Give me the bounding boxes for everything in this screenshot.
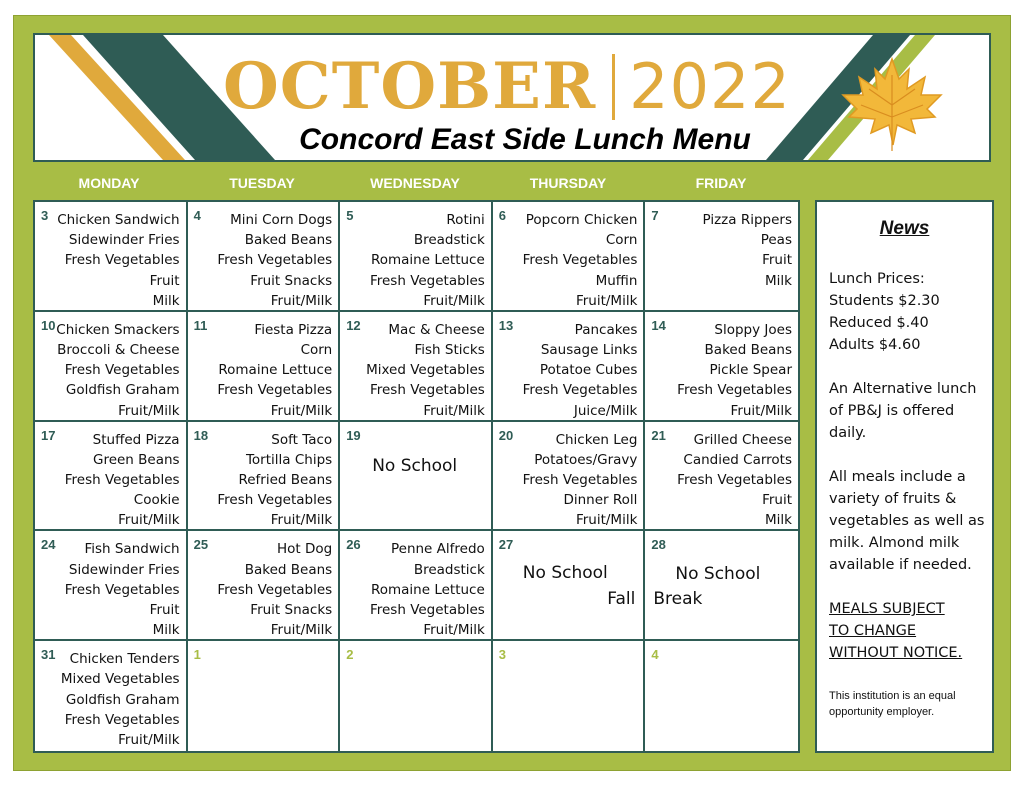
- menu-items: [193, 427, 333, 531]
- alternative-lunch-note: [829, 378, 989, 444]
- calendar-day-cell: [340, 312, 493, 422]
- equal-opportunity-footnote: [829, 688, 989, 720]
- menu-item: Sausage Links: [540, 342, 638, 358]
- news-line: All meals include a: [829, 469, 966, 485]
- menu-item: Fresh Vegetables: [64, 472, 180, 488]
- year-title: 2022: [629, 50, 791, 123]
- weekday-monday: MONDAY: [78, 175, 140, 191]
- menu-items: [499, 210, 637, 311]
- price-adults: Adults $4.60: [829, 337, 921, 353]
- menu-item: Hot Dog: [276, 541, 333, 558]
- day-number: 12: [346, 317, 361, 333]
- calendar-day-cell: [645, 531, 798, 641]
- title-row: [223, 47, 791, 127]
- news-line: An Alternative lunch: [829, 381, 977, 397]
- menu-item: Milk: [765, 272, 792, 289]
- menu-items: [193, 317, 333, 421]
- calendar-day-cell: [188, 202, 341, 312]
- menu-item: Potatoes/Gravy: [534, 451, 638, 468]
- menu-item: Fresh Vegetables: [522, 382, 638, 399]
- menu-item: Green Beans: [92, 451, 180, 468]
- menu-item: Chicken Tenders: [69, 651, 180, 668]
- calendar-day-cell: [493, 641, 646, 751]
- day-number: 2: [346, 647, 354, 663]
- lunch-prices: [829, 268, 989, 356]
- month-title: OCTOBER: [223, 49, 597, 124]
- calendar-day-cell: [340, 422, 493, 532]
- day-number: 31: [41, 647, 56, 663]
- calendar-grid: [33, 200, 800, 753]
- news-line: daily.: [829, 425, 867, 441]
- calendar-day-cell: [35, 312, 188, 422]
- day-number: 7: [651, 208, 659, 223]
- menu-item: Fresh Vegetables: [522, 472, 638, 488]
- footnote-line: opportunity employer.: [829, 706, 935, 718]
- day-number: 4: [651, 647, 659, 663]
- menu-item: Chicken Sandwich: [57, 212, 180, 228]
- menu-item: Baked Beans: [244, 232, 333, 249]
- menu-item: Fish Sticks: [414, 342, 485, 358]
- menu-item: Fruit/Milk: [270, 622, 333, 639]
- menu-item: Baked Beans: [704, 342, 792, 358]
- menu-item: Fruit Snacks: [250, 602, 333, 618]
- menu-items: [654, 430, 792, 531]
- calendar-day-cell: [645, 312, 798, 422]
- menu-item: Sloppy Joes: [714, 321, 792, 338]
- menu-item: Dinner Roll: [563, 492, 638, 509]
- menu-items: [654, 210, 792, 291]
- calendar-day-cell: [340, 202, 493, 312]
- menu-item: Fruit Snacks: [250, 272, 333, 289]
- calendar-day-cell: [493, 531, 646, 641]
- menu-item: Fruit/Milk: [270, 292, 333, 309]
- menu-item: Fresh Vegetables: [64, 581, 180, 598]
- day-number: 24: [41, 537, 56, 553]
- day-number: 1: [193, 647, 201, 663]
- menu-item: Fruit/Milk: [575, 512, 638, 529]
- day-number: 3: [498, 647, 507, 663]
- menu-item: Candied Carrots: [683, 451, 792, 468]
- day-number: 4: [193, 208, 201, 223]
- day-number: 11: [193, 317, 208, 333]
- menu-items: [42, 210, 180, 311]
- news-line: variety of fruits &: [829, 491, 957, 507]
- day-number: 25: [193, 537, 209, 553]
- menu-item: Muffin: [595, 272, 638, 289]
- menu-item: Fish Sandwich: [84, 541, 180, 558]
- price-reduced: Reduced $.40: [829, 315, 929, 331]
- news-line: vegetables as well as: [829, 513, 985, 529]
- calendar-day-cell: [35, 641, 188, 751]
- menu-item: Potatoe Cubes: [539, 362, 638, 379]
- calendar-day-cell: [340, 531, 493, 641]
- fall-break-label: Fall: [607, 589, 636, 610]
- news-line: available if needed.: [829, 557, 972, 573]
- menu-item: Fiesta Pizza: [254, 321, 333, 338]
- menu-item: Fruit/Milk: [118, 512, 180, 529]
- header-banner: [33, 33, 991, 162]
- menu-item: Fresh Vegetables: [677, 472, 792, 488]
- menu-item: Goldfish Graham: [65, 691, 180, 708]
- maple-leaf-icon: [837, 55, 947, 155]
- menu-item: Fresh Vegetables: [217, 252, 333, 269]
- calendar-day-cell: [645, 202, 798, 312]
- menu-item: Fruit/Milk: [423, 292, 485, 309]
- calendar-day-cell: [35, 531, 188, 641]
- menu-item: Broccoli & Cheese: [57, 342, 180, 358]
- menu-item: Fresh Vegetables: [369, 602, 485, 618]
- menu-item: Fruit: [149, 272, 180, 289]
- menu-item: Mini Corn Dogs: [230, 212, 333, 228]
- menu-item: Mixed Vegetables: [366, 362, 485, 379]
- menu-item: Chicken Leg: [555, 431, 638, 448]
- menu-items: [42, 649, 180, 750]
- menu-item: Mac & Cheese: [388, 321, 485, 338]
- menu-item: Breadstick: [413, 561, 485, 578]
- menu-item: Tortilla Chips: [245, 451, 333, 468]
- calendar-day-cell: [188, 641, 341, 751]
- menu-item: Grilled Cheese: [693, 431, 792, 448]
- menu-item: Baked Beans: [244, 561, 333, 578]
- menu-items: [41, 427, 180, 531]
- day-number: 5: [346, 208, 354, 223]
- menu-item: Juice/Milk: [573, 402, 638, 419]
- menu-items: [654, 320, 792, 421]
- menu-item: Milk: [152, 622, 180, 639]
- menu-item: Cookie: [133, 492, 180, 509]
- fall-break-label: Break: [653, 589, 703, 610]
- no-school-label: No School: [675, 564, 761, 585]
- weekday-friday: FRIDAY: [695, 175, 747, 191]
- menu-item: Fruit: [762, 252, 792, 269]
- menu-items: [498, 427, 638, 531]
- notice-line: WITHOUT NOTICE.: [829, 645, 963, 661]
- news-panel: [815, 200, 994, 753]
- title-divider: [612, 54, 615, 120]
- news-line: of PB&J is offered: [829, 403, 955, 419]
- menu-item: Fresh Vegetables: [217, 581, 333, 598]
- notice-line: MEALS SUBJECT: [829, 601, 945, 617]
- menu-item: Soft Taco: [271, 431, 333, 448]
- prices-heading: Lunch Prices:: [829, 271, 925, 287]
- menu-item: Peas: [760, 232, 792, 249]
- menu-item: Fruit/Milk: [118, 402, 180, 419]
- calendar-day-cell: [35, 422, 188, 532]
- menu-item: Pickle Spear: [709, 362, 792, 379]
- calendar-day-cell: [493, 422, 646, 532]
- menu-item: Chicken Smackers: [56, 321, 180, 338]
- calendar-day-cell: [188, 312, 341, 422]
- calendar-day-cell: [35, 202, 188, 312]
- no-school-label: No School: [372, 455, 458, 476]
- menu-item: Milk: [765, 512, 792, 529]
- menu-item: Fruit/Milk: [270, 512, 333, 529]
- menu-item: Goldfish Graham: [65, 382, 180, 399]
- menu-item: Fruit/Milk: [730, 402, 792, 419]
- day-number: 26: [346, 537, 361, 553]
- menu-item: Fresh Vegetables: [64, 711, 180, 728]
- menu-items: [347, 210, 485, 311]
- day-number: 19: [346, 427, 361, 443]
- day-number: 3: [41, 208, 49, 223]
- menu-items: [347, 539, 485, 640]
- menu-item: Fresh Vegetables: [217, 382, 333, 399]
- menu-item: Fresh Vegetables: [217, 492, 333, 509]
- menu-item: Fruit: [149, 602, 180, 618]
- menu-item: Fresh Vegetables: [369, 382, 485, 399]
- menu-items: [498, 317, 638, 421]
- menu-item: Romaine Lettuce: [370, 581, 485, 598]
- menu-item: Romaine Lettuce: [218, 362, 333, 379]
- menu-item: Fruit/Milk: [423, 402, 485, 419]
- day-number: 10: [41, 317, 56, 333]
- calendar-day-cell: [188, 422, 341, 532]
- menu-items: [346, 317, 485, 421]
- menu-item: Rotini: [446, 212, 485, 228]
- menu-item: Popcorn Chicken: [525, 212, 638, 228]
- calendar-day-cell: [493, 312, 646, 422]
- meals-subject-to-change-notice: [829, 598, 989, 664]
- menu-item: Corn: [300, 342, 333, 358]
- menu-item: Fresh Vegetables: [677, 382, 792, 399]
- menu-item: Mixed Vegetables: [60, 671, 180, 688]
- calendar-day-cell: [645, 422, 798, 532]
- day-number: 27: [498, 537, 514, 553]
- notice-line: TO CHANGE: [829, 623, 917, 639]
- day-number: 17: [41, 427, 56, 443]
- weekday-thursday: THURSDAY: [529, 175, 607, 191]
- menu-item: Breadstick: [413, 232, 485, 249]
- menu-item: Penne Alfredo: [390, 541, 485, 558]
- menu-item: Stuffed Pizza: [92, 431, 180, 448]
- no-school-label: No School: [522, 563, 608, 584]
- menu-items: [194, 539, 332, 640]
- calendar-day-cell: [645, 641, 798, 751]
- menu-item: Fresh Vegetables: [369, 272, 485, 289]
- news-line: milk. Almond milk: [829, 535, 960, 551]
- day-number: 18: [193, 427, 209, 443]
- calendar-day-cell: [493, 202, 646, 312]
- day-number: 21: [651, 427, 666, 443]
- menu-item: Fruit/Milk: [423, 622, 485, 639]
- day-number: 20: [498, 427, 514, 443]
- news-title: News: [879, 218, 930, 239]
- menu-items: [194, 210, 332, 311]
- menu-subtitle: Concord East Side Lunch Menu: [299, 123, 751, 156]
- menu-item: Fruit/Milk: [118, 732, 180, 748]
- menu-item: Pancakes: [574, 321, 638, 338]
- day-number: 13: [498, 317, 514, 333]
- menu-item: Fruit/Milk: [575, 292, 638, 309]
- menu-item: Fruit/Milk: [270, 402, 333, 419]
- calendar-day-cell: [188, 531, 341, 641]
- menu-item: Romaine Lettuce: [370, 252, 485, 269]
- footnote-line: This institution is an equal: [829, 690, 956, 702]
- day-number: 28: [651, 537, 666, 553]
- menu-item: Milk: [152, 292, 180, 309]
- menu-item: Fresh Vegetables: [64, 252, 180, 269]
- menu-item: Fresh Vegetables: [64, 362, 180, 379]
- menu-item: Sidewinder Fries: [68, 232, 180, 249]
- menu-page: [13, 15, 1011, 771]
- menu-item: Sidewinder Fries: [68, 561, 180, 578]
- menu-item: Fruit: [762, 492, 792, 509]
- day-number: 6: [498, 208, 507, 223]
- menu-items: [41, 317, 180, 421]
- weekday-header-row: [34, 168, 810, 198]
- calendar-day-cell: [340, 641, 493, 751]
- menu-items: [42, 539, 180, 640]
- menu-item: Refried Beans: [238, 472, 333, 488]
- price-students: Students $2.30: [829, 293, 940, 309]
- weekday-wednesday: WEDNESDAY: [370, 175, 460, 191]
- menu-item: Corn: [605, 232, 638, 249]
- menu-item: Fresh Vegetables: [522, 252, 638, 269]
- day-number: 14: [651, 317, 666, 333]
- menu-item: Pizza Rippers: [702, 212, 792, 228]
- meals-include-note: [829, 466, 989, 576]
- weekday-tuesday: TUESDAY: [229, 175, 295, 191]
